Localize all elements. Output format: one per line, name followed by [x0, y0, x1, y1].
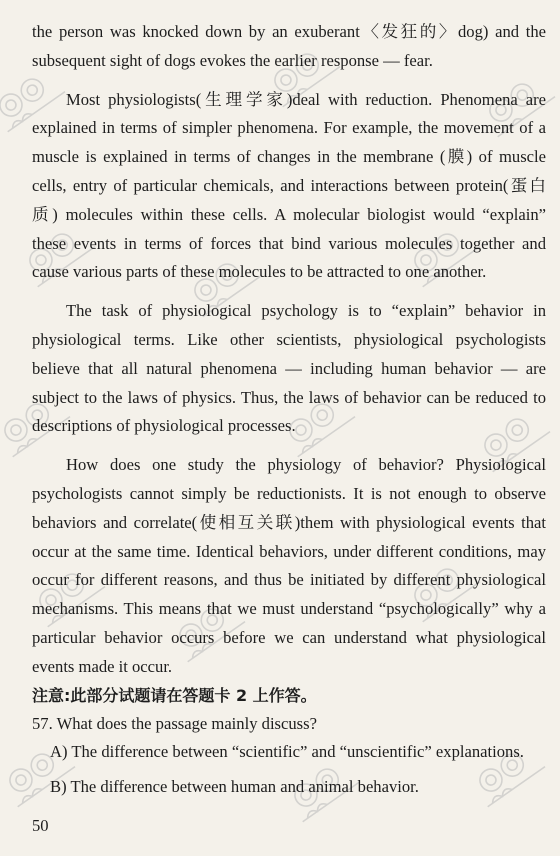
option-text: The difference between “scientific” and “unscientific” explanations.: [71, 742, 524, 762]
paragraph-gap: [32, 287, 546, 297]
paragraph-gap: [32, 76, 546, 86]
option-a: [32, 738, 546, 767]
option-text: The difference between human and animal behavior.: [70, 777, 419, 797]
paragraph: Most physiologists(生理学家)deal with reduction. Phenomena are explained in terms of simpler phenomena. For example, the movement of a muscle is explained in terms of changes in the membrane (膜) of muscle cells, entry of particular chemicals, and interactions between protein(蛋白质) molecules within these cells. A molecular biologist would “explain” these events in terms of forces that bind various molecules together and cause various parts of these molecules to be attracted to one another.: [32, 89, 546, 282]
option-b: [32, 773, 546, 802]
option-label: A): [50, 742, 68, 762]
paragraph: The task of physiological psychology is to “explain” behavior in physiological terms. Like other scientists, physiological psychologists believe that all natural phenomena — including human behavior — are subject to the laws of physics. Thus, the laws of behavior can be reduced to descriptions of physiological processes.: [32, 301, 546, 436]
paragraph-continuation: the person was knocked down by an exuberant〈发狂的〉dog) and the subsequent sight of dogs evokes the earlier response — fear.: [32, 22, 546, 70]
option-label: B): [50, 777, 67, 797]
question-57: 57. What does the passage mainly discuss?: [32, 713, 317, 733]
page-number: 50: [32, 816, 49, 835]
paragraph: How does one study the physiology of behavior? Physiological psychologists cannot simply be reductionists. It is not enough to observe behaviors and correlate(使相互关联)them with physiological events that occur at the same time. Identical behaviors, under different conditions, may occur for different reasons, and thus be initiated by different physiological mechanisms. This means that we must understand “psychologically” why a particular behavior occurs before we can understand what physiological events made it occur.: [32, 455, 546, 676]
paragraph-gap: [32, 441, 546, 451]
answer-sheet-instruction: 注意:此部分试题请在答题卡 2 上作答。: [32, 685, 317, 705]
reading-passage: [32, 18, 546, 802]
